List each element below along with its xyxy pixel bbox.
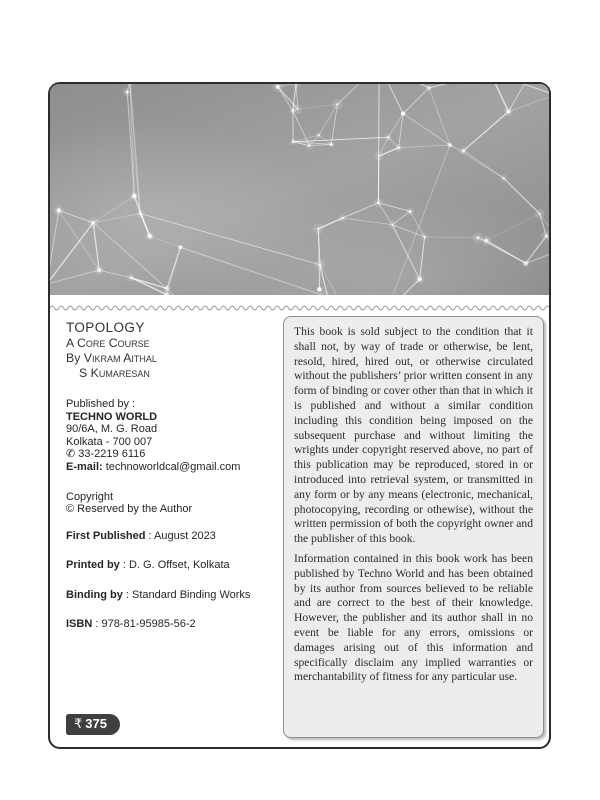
book-title-block: [66, 320, 278, 381]
author-1: Vikram Aithal: [83, 351, 157, 365]
isbn-row: [66, 618, 278, 631]
detail-separator: :: [145, 529, 155, 542]
copyright-word: Copyright: [66, 490, 114, 503]
book-title: TOPOLOGY: [66, 320, 145, 335]
publisher-address-line2: Kolkata - 700 007: [66, 435, 153, 448]
email-label: E-mail:: [66, 460, 103, 473]
detail-separator: :: [119, 559, 129, 572]
detail-separator: :: [122, 588, 132, 601]
phone-number: 33-2219 6116: [78, 448, 146, 461]
network-mesh-image: [50, 84, 549, 295]
detail-value: D. G. Offset, Kolkata: [128, 559, 230, 572]
copyright-block: [66, 491, 278, 516]
book-author-line: [66, 351, 278, 366]
legal-notice-box: [283, 316, 544, 738]
detail-label: First Published: [66, 529, 146, 542]
book-subtitle: A Core Course: [66, 336, 150, 350]
copyright-reserved-line: © Reserved by the Author: [66, 503, 193, 516]
binding-by-row: [66, 589, 278, 602]
price-badge: [66, 714, 120, 735]
publisher-email-line: [66, 461, 278, 474]
publisher-address-line1: 90/6A, M. G. Road: [66, 423, 158, 436]
detail-separator: :: [92, 618, 102, 631]
legal-paragraph-1: This book is sold subject to the condition that it shall not, by way of trade or otherwise, be lent, resold, hired, hired out, or otherwise circulated without the publishers’ prior written consent in any form of binding or cover other than that in which it is published and without a similar condition including this condition being imposed on the subsequent purchase and without limiting the wrights under copyright reserved above, no part of this publication may be reproduced, stored in or introduced into retrieval system, or transmitted in any form or by any means (electronic, mechanical, photocopying, recording or othewise), without the written permission of both the copyright owner and the publisher of this book.: [294, 325, 533, 546]
by-prefix: By: [66, 351, 84, 365]
phone-icon: ✆: [66, 448, 76, 461]
copyright-page-card: [48, 82, 551, 749]
printed-by-row: [66, 559, 278, 572]
author-2: S Kumaresan: [79, 366, 150, 380]
publisher-block: [66, 398, 278, 474]
email-address: technoworldcal@gmail.com: [105, 460, 241, 473]
detail-value: 978-81-95985-56-2: [101, 618, 196, 631]
detail-label: Binding by: [66, 588, 123, 601]
imprint-column: [66, 320, 278, 648]
publisher-phone-line: [66, 448, 278, 461]
detail-label: ISBN: [66, 618, 93, 631]
published-by-label: Published by :: [66, 398, 136, 410]
rupee-symbol: ₹: [74, 716, 83, 731]
publisher-name: TECHNO WORLD: [66, 410, 158, 423]
detail-label: Printed by: [66, 559, 120, 572]
price-amount: 375: [85, 716, 107, 731]
torn-edge-wave-icon: [50, 300, 549, 310]
legal-paragraph-2: Information contained in this book work has been published by Techno World and has been obtained by its author from sources believed to be reliable and are correct to the best of their knowledge. However, the publisher and its author shall in no event be liable for any errors, omissions or damages arising out of this information and specifically disclaim any implied warranties or merchantability of fitness for any particular use.: [294, 551, 533, 684]
detail-value: August 2023: [154, 529, 216, 542]
detail-value: Standard Binding Works: [132, 588, 251, 601]
first-published-row: [66, 530, 278, 543]
